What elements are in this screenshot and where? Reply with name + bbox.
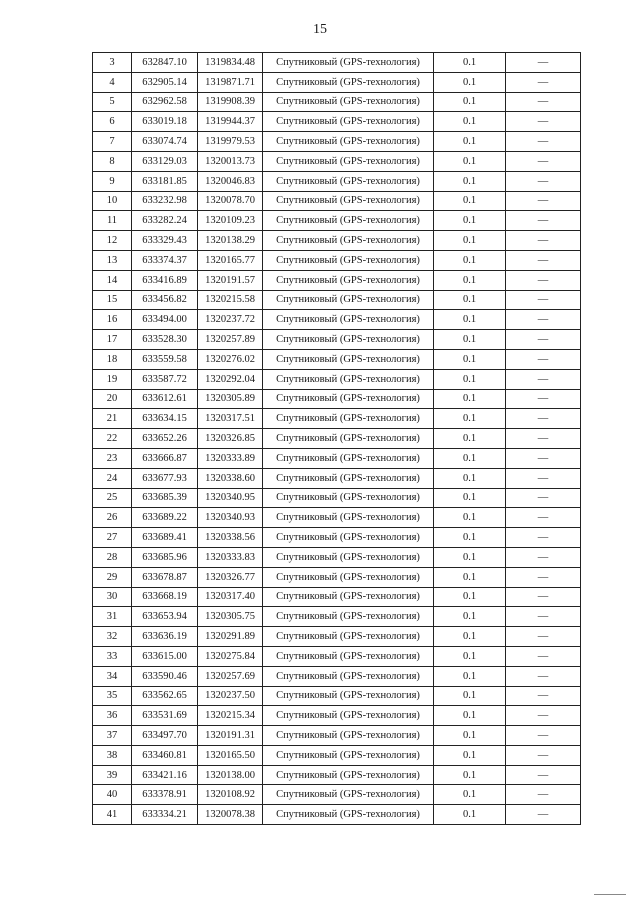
accuracy-cell: 0.1: [434, 587, 506, 607]
point-number-cell: 17: [93, 330, 132, 350]
table-row: [93, 547, 581, 567]
page-number: 15: [313, 22, 327, 37]
method-cell: Спутниковый (GPS-технология): [263, 587, 434, 607]
table-row: [93, 389, 581, 409]
method-cell: Спутниковый (GPS-технология): [263, 409, 434, 429]
point-number-cell: 3: [93, 53, 132, 73]
description-cell: —: [506, 151, 581, 171]
point-number-cell: 40: [93, 785, 132, 805]
y-coordinate-cell: 1320191.57: [198, 270, 263, 290]
point-number-cell: 41: [93, 805, 132, 825]
point-number-cell: 23: [93, 448, 132, 468]
point-number-cell: 35: [93, 686, 132, 706]
y-coordinate-cell: 1320333.83: [198, 547, 263, 567]
accuracy-cell: 0.1: [434, 330, 506, 350]
table-row: [93, 765, 581, 785]
accuracy-cell: 0.1: [434, 805, 506, 825]
y-coordinate-cell: 1320165.77: [198, 250, 263, 270]
accuracy-cell: 0.1: [434, 686, 506, 706]
table-row: [93, 528, 581, 548]
y-coordinate-cell: 1320305.89: [198, 389, 263, 409]
method-cell: Спутниковый (GPS-технология): [263, 211, 434, 231]
x-coordinate-cell: 632905.14: [132, 72, 198, 92]
y-coordinate-cell: 1320078.38: [198, 805, 263, 825]
accuracy-cell: 0.1: [434, 627, 506, 647]
table-row: [93, 290, 581, 310]
method-cell: Спутниковый (GPS-технология): [263, 666, 434, 686]
point-number-cell: 20: [93, 389, 132, 409]
method-cell: Спутниковый (GPS-технология): [263, 349, 434, 369]
y-coordinate-cell: 1320340.93: [198, 508, 263, 528]
x-coordinate-cell: 633181.85: [132, 171, 198, 191]
y-coordinate-cell: 1320237.50: [198, 686, 263, 706]
y-coordinate-cell: 1320191.31: [198, 726, 263, 746]
x-coordinate-cell: 633329.43: [132, 231, 198, 251]
y-coordinate-cell: 1320257.69: [198, 666, 263, 686]
table-row: [93, 369, 581, 389]
accuracy-cell: 0.1: [434, 706, 506, 726]
y-coordinate-cell: 1320317.51: [198, 409, 263, 429]
table-row: [93, 646, 581, 666]
point-number-cell: 13: [93, 250, 132, 270]
point-number-cell: 5: [93, 92, 132, 112]
point-number-cell: 11: [93, 211, 132, 231]
table-row: [93, 468, 581, 488]
table-row: [93, 587, 581, 607]
y-coordinate-cell: 1320215.34: [198, 706, 263, 726]
method-cell: Спутниковый (GPS-технология): [263, 330, 434, 350]
description-cell: —: [506, 429, 581, 449]
x-coordinate-cell: 633559.58: [132, 349, 198, 369]
point-number-cell: 33: [93, 646, 132, 666]
description-cell: —: [506, 53, 581, 73]
table-row: [93, 488, 581, 508]
y-coordinate-cell: 1320138.00: [198, 765, 263, 785]
table-row: [93, 785, 581, 805]
accuracy-cell: 0.1: [434, 666, 506, 686]
x-coordinate-cell: 633497.70: [132, 726, 198, 746]
y-coordinate-cell: 1319908.39: [198, 92, 263, 112]
y-coordinate-cell: 1320237.72: [198, 310, 263, 330]
method-cell: Спутниковый (GPS-технология): [263, 250, 434, 270]
accuracy-cell: 0.1: [434, 211, 506, 231]
description-cell: —: [506, 191, 581, 211]
method-cell: Спутниковый (GPS-технология): [263, 726, 434, 746]
accuracy-cell: 0.1: [434, 488, 506, 508]
table-row: [93, 349, 581, 369]
y-coordinate-cell: 1319979.53: [198, 132, 263, 152]
method-cell: Спутниковый (GPS-технология): [263, 369, 434, 389]
point-number-cell: 26: [93, 508, 132, 528]
accuracy-cell: 0.1: [434, 607, 506, 627]
accuracy-cell: 0.1: [434, 112, 506, 132]
y-coordinate-cell: 1320338.56: [198, 528, 263, 548]
method-cell: Спутниковый (GPS-технология): [263, 53, 434, 73]
y-coordinate-cell: 1320338.60: [198, 468, 263, 488]
x-coordinate-cell: 633531.69: [132, 706, 198, 726]
y-coordinate-cell: 1319834.48: [198, 53, 263, 73]
point-number-cell: 29: [93, 567, 132, 587]
method-cell: Спутниковый (GPS-технология): [263, 627, 434, 647]
accuracy-cell: 0.1: [434, 310, 506, 330]
point-number-cell: 25: [93, 488, 132, 508]
description-cell: —: [506, 666, 581, 686]
description-cell: —: [506, 72, 581, 92]
method-cell: Спутниковый (GPS-технология): [263, 429, 434, 449]
table-row: [93, 92, 581, 112]
x-coordinate-cell: 633494.00: [132, 310, 198, 330]
point-number-cell: 24: [93, 468, 132, 488]
x-coordinate-cell: 633685.39: [132, 488, 198, 508]
table-row: [93, 231, 581, 251]
y-coordinate-cell: 1320108.92: [198, 785, 263, 805]
accuracy-cell: 0.1: [434, 171, 506, 191]
x-coordinate-cell: 633677.93: [132, 468, 198, 488]
y-coordinate-cell: 1320275.84: [198, 646, 263, 666]
description-cell: —: [506, 745, 581, 765]
coordinates-table-body: [93, 53, 581, 825]
method-cell: Спутниковый (GPS-технология): [263, 646, 434, 666]
description-cell: —: [506, 389, 581, 409]
point-number-cell: 6: [93, 112, 132, 132]
description-cell: —: [506, 92, 581, 112]
x-coordinate-cell: 633528.30: [132, 330, 198, 350]
method-cell: Спутниковый (GPS-технология): [263, 686, 434, 706]
method-cell: Спутниковый (GPS-технология): [263, 468, 434, 488]
accuracy-cell: 0.1: [434, 191, 506, 211]
accuracy-cell: 0.1: [434, 92, 506, 112]
description-cell: —: [506, 250, 581, 270]
table-row: [93, 706, 581, 726]
accuracy-cell: 0.1: [434, 132, 506, 152]
table-row: [93, 686, 581, 706]
point-number-cell: 10: [93, 191, 132, 211]
accuracy-cell: 0.1: [434, 290, 506, 310]
x-coordinate-cell: 633334.21: [132, 805, 198, 825]
x-coordinate-cell: 633652.26: [132, 429, 198, 449]
method-cell: Спутниковый (GPS-технология): [263, 765, 434, 785]
x-coordinate-cell: 633668.19: [132, 587, 198, 607]
accuracy-cell: 0.1: [434, 349, 506, 369]
point-number-cell: 38: [93, 745, 132, 765]
x-coordinate-cell: 633689.41: [132, 528, 198, 548]
accuracy-cell: 0.1: [434, 726, 506, 746]
x-coordinate-cell: 633378.91: [132, 785, 198, 805]
x-coordinate-cell: 633636.19: [132, 627, 198, 647]
y-coordinate-cell: 1320215.58: [198, 290, 263, 310]
description-cell: —: [506, 547, 581, 567]
accuracy-cell: 0.1: [434, 231, 506, 251]
description-cell: —: [506, 785, 581, 805]
method-cell: Спутниковый (GPS-технология): [263, 151, 434, 171]
point-number-cell: 15: [93, 290, 132, 310]
description-cell: —: [506, 587, 581, 607]
table-row: [93, 409, 581, 429]
x-coordinate-cell: 633232.98: [132, 191, 198, 211]
description-cell: —: [506, 765, 581, 785]
description-cell: —: [506, 330, 581, 350]
description-cell: —: [506, 231, 581, 251]
method-cell: Спутниковый (GPS-технология): [263, 171, 434, 191]
description-cell: —: [506, 171, 581, 191]
description-cell: —: [506, 528, 581, 548]
description-cell: —: [506, 270, 581, 290]
method-cell: Спутниковый (GPS-технология): [263, 745, 434, 765]
method-cell: Спутниковый (GPS-технология): [263, 528, 434, 548]
point-number-cell: 16: [93, 310, 132, 330]
method-cell: Спутниковый (GPS-технология): [263, 508, 434, 528]
table-row: [93, 191, 581, 211]
x-coordinate-cell: 633460.81: [132, 745, 198, 765]
point-number-cell: 12: [93, 231, 132, 251]
coordinates-table: [92, 52, 581, 825]
point-number-cell: 36: [93, 706, 132, 726]
y-coordinate-cell: 1320138.29: [198, 231, 263, 251]
description-cell: —: [506, 646, 581, 666]
method-cell: Спутниковый (GPS-технология): [263, 231, 434, 251]
footer-mark: [594, 894, 626, 895]
method-cell: Спутниковый (GPS-технология): [263, 607, 434, 627]
x-coordinate-cell: 633685.96: [132, 547, 198, 567]
table-row: [93, 508, 581, 528]
description-cell: —: [506, 567, 581, 587]
x-coordinate-cell: 633129.03: [132, 151, 198, 171]
point-number-cell: 4: [93, 72, 132, 92]
description-cell: —: [506, 607, 581, 627]
x-coordinate-cell: 633282.24: [132, 211, 198, 231]
table-row: [93, 211, 581, 231]
method-cell: Спутниковый (GPS-технология): [263, 785, 434, 805]
description-cell: —: [506, 132, 581, 152]
description-cell: —: [506, 290, 581, 310]
x-coordinate-cell: 633612.61: [132, 389, 198, 409]
x-coordinate-cell: 633653.94: [132, 607, 198, 627]
point-number-cell: 14: [93, 270, 132, 290]
point-number-cell: 37: [93, 726, 132, 746]
description-cell: —: [506, 468, 581, 488]
x-coordinate-cell: 633562.65: [132, 686, 198, 706]
table-row: [93, 805, 581, 825]
table-row: [93, 72, 581, 92]
accuracy-cell: 0.1: [434, 72, 506, 92]
y-coordinate-cell: 1320305.75: [198, 607, 263, 627]
point-number-cell: 22: [93, 429, 132, 449]
method-cell: Спутниковый (GPS-технология): [263, 488, 434, 508]
accuracy-cell: 0.1: [434, 151, 506, 171]
point-number-cell: 31: [93, 607, 132, 627]
x-coordinate-cell: 633019.18: [132, 112, 198, 132]
method-cell: Спутниковый (GPS-технология): [263, 270, 434, 290]
table-row: [93, 607, 581, 627]
accuracy-cell: 0.1: [434, 409, 506, 429]
accuracy-cell: 0.1: [434, 53, 506, 73]
y-coordinate-cell: 1320013.73: [198, 151, 263, 171]
method-cell: Спутниковый (GPS-технология): [263, 132, 434, 152]
description-cell: —: [506, 448, 581, 468]
y-coordinate-cell: 1320333.89: [198, 448, 263, 468]
table-row: [93, 726, 581, 746]
table-row: [93, 745, 581, 765]
accuracy-cell: 0.1: [434, 547, 506, 567]
x-coordinate-cell: 632847.10: [132, 53, 198, 73]
description-cell: —: [506, 726, 581, 746]
x-coordinate-cell: 633374.37: [132, 250, 198, 270]
x-coordinate-cell: 633666.87: [132, 448, 198, 468]
description-cell: —: [506, 211, 581, 231]
method-cell: Спутниковый (GPS-технология): [263, 805, 434, 825]
description-cell: —: [506, 488, 581, 508]
table-row: [93, 151, 581, 171]
accuracy-cell: 0.1: [434, 270, 506, 290]
method-cell: Спутниковый (GPS-технология): [263, 547, 434, 567]
accuracy-cell: 0.1: [434, 448, 506, 468]
x-coordinate-cell: 633634.15: [132, 409, 198, 429]
method-cell: Спутниковый (GPS-технология): [263, 112, 434, 132]
x-coordinate-cell: 633421.16: [132, 765, 198, 785]
point-number-cell: 28: [93, 547, 132, 567]
description-cell: —: [506, 409, 581, 429]
description-cell: —: [506, 369, 581, 389]
x-coordinate-cell: 633074.74: [132, 132, 198, 152]
x-coordinate-cell: 633615.00: [132, 646, 198, 666]
x-coordinate-cell: 633678.87: [132, 567, 198, 587]
method-cell: Спутниковый (GPS-технология): [263, 706, 434, 726]
accuracy-cell: 0.1: [434, 567, 506, 587]
table-row: [93, 330, 581, 350]
y-coordinate-cell: 1320340.95: [198, 488, 263, 508]
point-number-cell: 7: [93, 132, 132, 152]
method-cell: Спутниковый (GPS-технология): [263, 567, 434, 587]
point-number-cell: 9: [93, 171, 132, 191]
y-coordinate-cell: 1320326.77: [198, 567, 263, 587]
accuracy-cell: 0.1: [434, 528, 506, 548]
description-cell: —: [506, 508, 581, 528]
accuracy-cell: 0.1: [434, 508, 506, 528]
table-row: [93, 171, 581, 191]
table-row: [93, 270, 581, 290]
point-number-cell: 32: [93, 627, 132, 647]
table-row: [93, 112, 581, 132]
description-cell: —: [506, 310, 581, 330]
accuracy-cell: 0.1: [434, 468, 506, 488]
point-number-cell: 19: [93, 369, 132, 389]
method-cell: Спутниковый (GPS-технология): [263, 448, 434, 468]
accuracy-cell: 0.1: [434, 745, 506, 765]
y-coordinate-cell: 1320317.40: [198, 587, 263, 607]
point-number-cell: 8: [93, 151, 132, 171]
table-row: [93, 429, 581, 449]
table-row: [93, 666, 581, 686]
method-cell: Спутниковый (GPS-технология): [263, 191, 434, 211]
y-coordinate-cell: 1320109.23: [198, 211, 263, 231]
table-row: [93, 250, 581, 270]
accuracy-cell: 0.1: [434, 765, 506, 785]
description-cell: —: [506, 627, 581, 647]
accuracy-cell: 0.1: [434, 369, 506, 389]
method-cell: Спутниковый (GPS-технология): [263, 389, 434, 409]
method-cell: Спутниковый (GPS-технология): [263, 310, 434, 330]
method-cell: Спутниковый (GPS-технология): [263, 72, 434, 92]
table-row: [93, 310, 581, 330]
description-cell: —: [506, 112, 581, 132]
y-coordinate-cell: 1320326.85: [198, 429, 263, 449]
point-number-cell: 34: [93, 666, 132, 686]
accuracy-cell: 0.1: [434, 429, 506, 449]
accuracy-cell: 0.1: [434, 389, 506, 409]
y-coordinate-cell: 1319871.71: [198, 72, 263, 92]
y-coordinate-cell: 1319944.37: [198, 112, 263, 132]
point-number-cell: 30: [93, 587, 132, 607]
x-coordinate-cell: 632962.58: [132, 92, 198, 112]
method-cell: Спутниковый (GPS-технология): [263, 92, 434, 112]
table-row: [93, 567, 581, 587]
y-coordinate-cell: 1320257.89: [198, 330, 263, 350]
y-coordinate-cell: 1320276.02: [198, 349, 263, 369]
y-coordinate-cell: 1320291.89: [198, 627, 263, 647]
description-cell: —: [506, 686, 581, 706]
y-coordinate-cell: 1320165.50: [198, 745, 263, 765]
x-coordinate-cell: 633456.82: [132, 290, 198, 310]
method-cell: Спутниковый (GPS-технология): [263, 290, 434, 310]
table-row: [93, 132, 581, 152]
description-cell: —: [506, 706, 581, 726]
x-coordinate-cell: 633590.46: [132, 666, 198, 686]
x-coordinate-cell: 633587.72: [132, 369, 198, 389]
y-coordinate-cell: 1320046.83: [198, 171, 263, 191]
point-number-cell: 18: [93, 349, 132, 369]
point-number-cell: 27: [93, 528, 132, 548]
point-number-cell: 21: [93, 409, 132, 429]
accuracy-cell: 0.1: [434, 646, 506, 666]
y-coordinate-cell: 1320078.70: [198, 191, 263, 211]
accuracy-cell: 0.1: [434, 250, 506, 270]
description-cell: —: [506, 805, 581, 825]
accuracy-cell: 0.1: [434, 785, 506, 805]
x-coordinate-cell: 633416.89: [132, 270, 198, 290]
table-row: [93, 448, 581, 468]
x-coordinate-cell: 633689.22: [132, 508, 198, 528]
description-cell: —: [506, 349, 581, 369]
table-row: [93, 53, 581, 73]
point-number-cell: 39: [93, 765, 132, 785]
y-coordinate-cell: 1320292.04: [198, 369, 263, 389]
table-row: [93, 627, 581, 647]
